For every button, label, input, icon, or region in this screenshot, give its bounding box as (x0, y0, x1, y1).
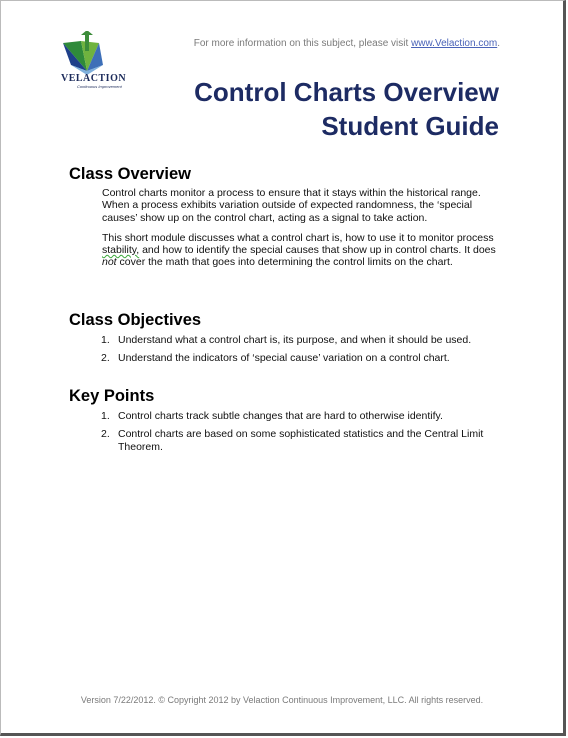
list-item (101, 334, 509, 346)
list-item (101, 352, 509, 365)
list-number: 1. (101, 410, 110, 422)
overview-paragraph-2 (102, 232, 509, 269)
class-objectives-section (69, 311, 509, 371)
list-item-text: Control charts are based on some sophisticated statistics and the Central Limit Theorem. (118, 428, 484, 453)
title-line-1: Control Charts Overview (194, 77, 499, 107)
velaction-link[interactable]: www.Velaction.com (411, 38, 498, 49)
list-item (101, 428, 509, 453)
logo-wordmark: VELACTION (61, 73, 127, 84)
class-objectives-heading: Class Objectives (69, 311, 202, 329)
key-points-section (69, 387, 509, 459)
info-end: . (497, 38, 500, 49)
list-number: 1. (101, 334, 110, 346)
class-overview-heading: Class Overview (69, 165, 191, 183)
key-points-heading: Key Points (69, 387, 155, 405)
list-item-text: Understand the indicators of ‘special cause’ variation on a control chart. (118, 352, 450, 365)
info-line (194, 38, 500, 49)
logo-subtitle: Continuous Improvement (77, 84, 122, 89)
list-number: 2. (101, 352, 110, 365)
overview-p2-part-e: cover the math that goes into determining the control limits on the chart. (116, 256, 453, 269)
key-points-list (69, 410, 509, 453)
list-item (101, 410, 509, 422)
class-overview-section (69, 165, 509, 277)
list-item-text: Understand what a control chart is, its purpose, and when it should be used. (118, 334, 472, 346)
overview-p2-not: not (102, 256, 117, 269)
info-text: For more information on this subject, please visit (193, 38, 412, 49)
document-title (194, 75, 499, 143)
objectives-list (69, 334, 509, 365)
overview-p2-part-c: and how to identify the special causes that show up in control charts. It does (139, 244, 496, 257)
list-number: 2. (101, 428, 110, 441)
overview-p2-stability: stability, (102, 244, 140, 257)
overview-paragraph-1: Control charts monitor a process to ensure that it stays within the historical range. When a process exhibits variation outside of expected randomness, the ‘special causes’ show up on the control chart, acting as a signal to take action. (102, 187, 481, 224)
copyright-footer: Version 7/22/2012. © Copyright 2012 by Velaction Continuous Improvement, LLC. All rights reserved. (80, 695, 484, 705)
title-line-2: Student Guide (321, 111, 499, 141)
list-item-text: Control charts track subtle changes that are hard to otherwise identify. (118, 410, 443, 422)
overview-p2-part-a: This short module discusses what a control chart is, how to use it to monitor process (102, 231, 494, 244)
